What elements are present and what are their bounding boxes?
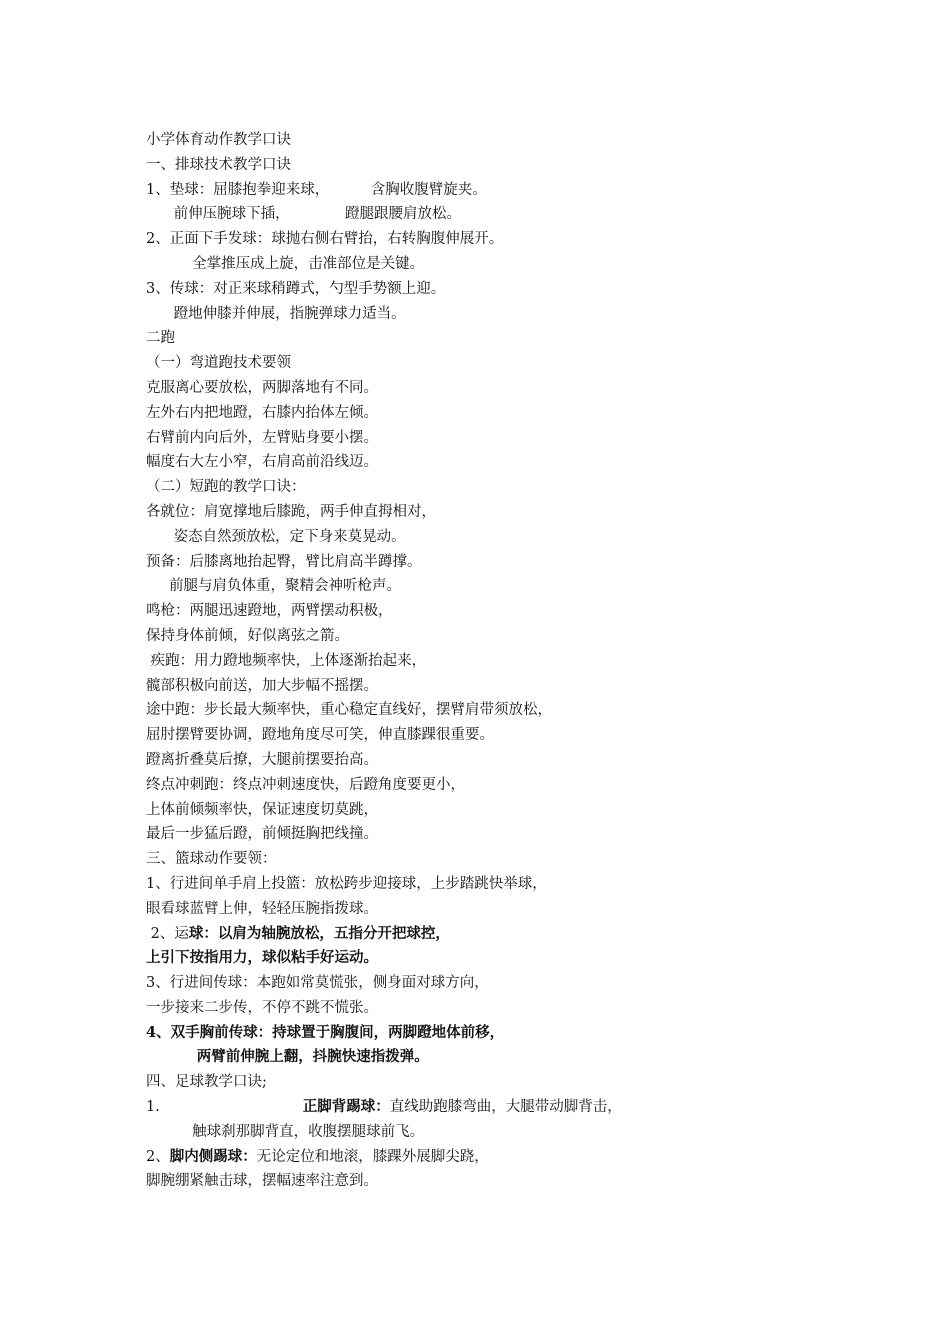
line-text: 1、行进间单手肩上投篮：放松跨步迎接球，上步踏跳快举球， — [146, 875, 547, 892]
text-line — [146, 624, 786, 649]
line-indent — [146, 578, 169, 594]
line-indent — [146, 206, 174, 222]
line-text: 途中跑：步长最大频率快，重心稳定直线好，摆臂肩带须放松， — [146, 702, 552, 719]
line-text: （二）短跑的教学口诀： — [146, 479, 306, 496]
text-line — [146, 971, 786, 996]
line-text: 姿态自然颈放松，定下身来莫晃动。 — [173, 528, 406, 545]
line-indent — [146, 1049, 197, 1065]
line-text: 鸣枪：两腿迅速蹬地，两臂摆动积极， — [146, 603, 393, 620]
text-line — [146, 822, 786, 847]
text-line — [146, 847, 786, 872]
text-line — [146, 574, 786, 599]
line-text: 蹬离折叠莫后撩，大腿前摆要抬高。 — [146, 751, 378, 768]
bold-text: 脚内侧踢球： — [169, 1147, 257, 1165]
bold-text: 球：以肩为轴腕放松，五指分开把球控， — [188, 924, 450, 942]
text-line — [146, 475, 786, 500]
line-text: 脚腕绷紧触击球，摆幅速率注意到。 — [146, 1173, 378, 1190]
text-line — [146, 897, 786, 922]
line-text: 直线助跑膝弯曲，大腿带动脚背击， — [389, 1099, 622, 1116]
line-text: 疾跑：用力蹬地频率快，上体逐渐抬起来， — [150, 652, 427, 669]
text-line — [146, 252, 786, 277]
text-line — [146, 1021, 786, 1046]
line-text: 各就位：肩宽撑地后膝跪，两手伸直拇相对， — [146, 503, 436, 520]
text-line — [146, 748, 786, 773]
line-text: 右臂前内向后外，左臂贴身要小摆。 — [146, 429, 378, 446]
line-text: 全掌推压成上旋，击准部位是关键。 — [192, 255, 425, 272]
line-text: 2、正面下手发球：球抛右侧右臂抬，右转胸腹伸展开。 — [146, 231, 504, 248]
line-text: 预备：后膝离地抬起臀，臂比肩高半蹲撑。 — [146, 553, 422, 570]
text-line — [146, 1169, 786, 1194]
line-text: 保持身体前倾，好似离弦之箭。 — [146, 627, 349, 644]
text-line — [146, 773, 786, 798]
text-line — [146, 351, 786, 376]
line-text: 无论定位和地滚，膝踝外展脚尖跷， — [256, 1148, 489, 1165]
text-line — [146, 698, 786, 723]
line-indent — [146, 1124, 192, 1140]
line-text: 一、排球技术教学口诀 — [146, 156, 291, 173]
text-line — [146, 1045, 786, 1070]
line-text: 前腿与肩负体重，聚精会神听枪声。 — [169, 578, 402, 595]
line-text: 2、 — [146, 1148, 170, 1165]
text-line — [146, 599, 786, 624]
line-text: 最后一步猛后蹬，前倾挺胸把线撞。 — [146, 826, 378, 843]
line-text: 1. — [146, 1099, 303, 1116]
bold-text: 4、双手胸前传球：持球置于胸腹间，两脚蹬地体前移， — [146, 1023, 505, 1041]
text-line — [146, 525, 786, 550]
text-line — [146, 996, 786, 1021]
text-line — [146, 326, 786, 351]
line-text: 3、行进间传球：本跑如常莫慌张，侧身面对球方向， — [146, 975, 489, 992]
line-text: 1、垫球：屈膝抱拳迎来球， 含胸收腹臂旋夹。 — [146, 181, 487, 198]
text-line — [146, 723, 786, 748]
text-line — [146, 649, 786, 674]
line-indent — [146, 306, 174, 322]
text-line — [146, 500, 786, 525]
text-line — [146, 922, 786, 947]
document-lines — [146, 153, 786, 1194]
text-line — [146, 946, 786, 971]
line-text: 眼看球蓝臂上伸，轻轻压腕指拨球。 — [146, 900, 378, 917]
text-line — [146, 1070, 786, 1095]
line-text: 2、运 — [150, 925, 189, 942]
line-text: 触球刹那脚背直，收腹摆腿球前飞。 — [192, 1123, 425, 1140]
text-line — [146, 277, 786, 302]
line-indent — [146, 529, 174, 545]
text-line — [146, 1145, 786, 1170]
line-text: 幅度右大左小窄，右肩高前沿线迈。 — [146, 454, 378, 471]
line-text: 前伸压腕球下插， 蹬腿跟腰肩放松。 — [173, 206, 461, 223]
document-title: 小学体育动作教学口诀 — [146, 132, 291, 148]
line-text: 二跑 — [146, 330, 175, 347]
text-line — [146, 1120, 786, 1145]
bold-text: 两臂前伸腕上翻，抖腕快速指拨弹。 — [196, 1048, 429, 1066]
text-line — [146, 550, 786, 575]
line-indent — [146, 256, 192, 272]
line-text: 左外右内把地蹬，右膝内抬体左倾。 — [146, 404, 378, 421]
line-text: 髋部积极向前送，加大步幅不摇摆。 — [146, 677, 378, 694]
line-text: 3、传球：对正来球稍蹲式，勺型手势额上迎。 — [146, 280, 446, 297]
text-line — [146, 401, 786, 426]
line-text: 屈肘摆臂要协调，蹬地角度尽可笑，伸直膝踝很重要。 — [146, 727, 494, 744]
text-line — [146, 674, 786, 699]
text-line — [146, 302, 786, 327]
text-line — [146, 872, 786, 897]
text-line — [146, 153, 786, 178]
line-text: 终点冲刺跑：终点冲刺速度快，后蹬角度要更小， — [146, 776, 465, 793]
text-line — [146, 1095, 786, 1120]
line-text: 蹬地伸膝并伸展，指腕弹球力适当。 — [173, 305, 406, 322]
line-text: 克服离心要放松，两脚落地有不同。 — [146, 379, 378, 396]
line-text: 一步接来二步传，不停不跳不慌张。 — [146, 999, 378, 1016]
text-line — [146, 376, 786, 401]
line-text: 三、篮球动作要领： — [146, 851, 277, 868]
document-body — [146, 128, 786, 1194]
text-line — [146, 227, 786, 252]
line-text: 上体前倾频率快，保证速度切莫跳， — [146, 801, 378, 818]
text-line — [146, 798, 786, 823]
bold-text: 正脚背踢球： — [302, 1098, 390, 1116]
text-line — [146, 178, 786, 203]
bold-text: 上引下按指用力，球似粘手好运动。 — [146, 949, 378, 967]
text-line — [146, 450, 786, 475]
text-line — [146, 202, 786, 227]
line-text: 四、足球教学口诀; — [146, 1074, 267, 1091]
line-text: （一）弯道跑技术要领 — [146, 355, 291, 372]
text-line — [146, 426, 786, 451]
